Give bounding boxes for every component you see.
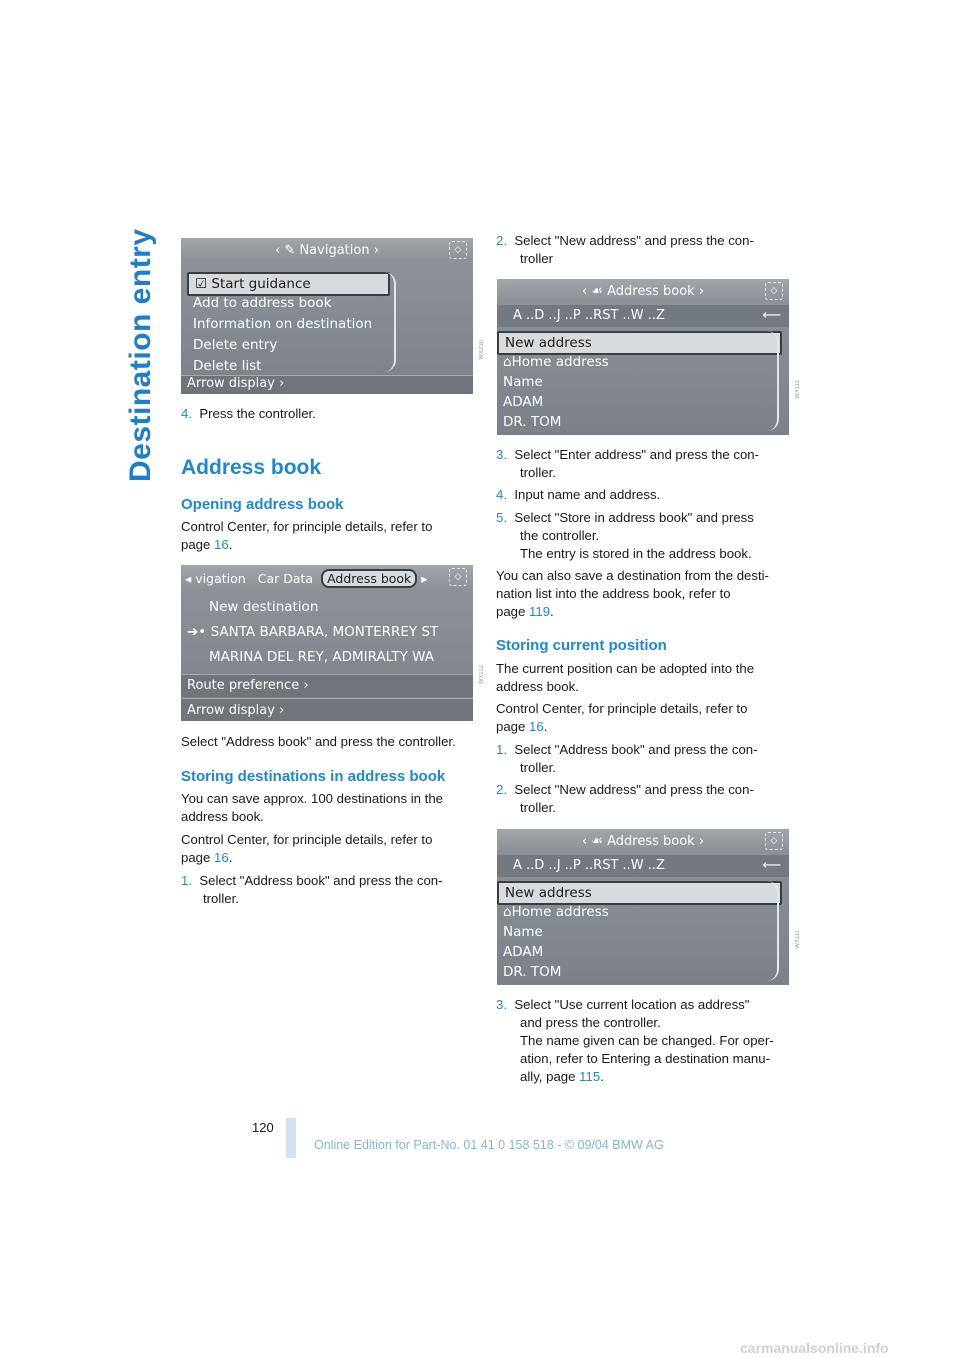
banner-accent (286, 1118, 296, 1158)
image-code: WX230 (479, 340, 485, 360)
alphabet-bar[interactable]: A ..D ..J ..P ..RST ..W ..Z ⟵ (497, 855, 789, 877)
paragraph: The current position can be adopted into the address book. (496, 661, 755, 694)
list-item[interactable]: DR. TOM (503, 414, 562, 430)
address-book-icon: ☙ (591, 283, 608, 299)
alphabet-bar[interactable]: A ..D ..J ..P ..RST ..W ..Z ⟵ (497, 305, 789, 327)
navigation-menu-screenshot (181, 238, 473, 394)
paragraph: Control Center, for principle details, refer to page 16. (181, 519, 433, 552)
controller-icon: ◇ (765, 282, 783, 300)
paragraph: Control Center, for principle details, refer to page 16. (496, 701, 748, 734)
tab-navigation[interactable]: vigation (195, 570, 246, 586)
menu-item[interactable]: ☑ Start guidance (187, 272, 390, 296)
page-link[interactable]: 115 (579, 1069, 601, 1084)
list-item[interactable]: Name (503, 924, 543, 940)
step-1-right: 1. Select "Address book" and press the con- troller. (496, 742, 758, 775)
paragraph: You can also save a destination from the desti- nation list into the address book, refer to page 119. (496, 568, 769, 619)
heading-address-book: Address book (181, 456, 322, 479)
screen-title: Address book (607, 833, 695, 849)
screen-title: Address book (607, 283, 695, 299)
chevron-right-icon: › (694, 833, 705, 849)
heading-opening-address-book: Opening address book (181, 496, 344, 513)
footer-option[interactable]: Arrow display › (181, 375, 473, 394)
step-2-right: 2. Select "New address" and press the con- troller. (496, 782, 754, 815)
arrow-right-icon: ▸ (421, 570, 428, 586)
list-item[interactable]: ADAM (503, 944, 544, 960)
page-number: 120 (252, 1120, 274, 1135)
heading-storing-current-position: Storing current position (496, 637, 667, 654)
arrow-display-option[interactable]: Arrow display › (181, 698, 473, 721)
home-icon: ⌂ (503, 354, 512, 370)
list-item-new-address[interactable]: New address (497, 331, 782, 355)
screen-title: Navigation (299, 242, 370, 258)
online-edition-text: Online Edition for Part-No. 01 41 0 158 518 - © 09/04 BMW AG (314, 1138, 664, 1152)
navigation-icon: ✎ (284, 242, 300, 258)
address-book-icon: ☙ (591, 833, 608, 849)
chevron-left-icon: ‹ (581, 283, 592, 299)
menu-item[interactable]: Delete list (193, 358, 262, 374)
screen-title-bar (497, 829, 789, 853)
step-4-right: 4. Input name and address. (496, 487, 661, 502)
list-item[interactable]: New destination (209, 599, 319, 615)
step-3: 3. Select "Enter address" and press the con- troller. (496, 447, 759, 480)
controller-icon: ◇ (449, 241, 467, 259)
address-book-screenshot-2 (497, 829, 789, 985)
watermark: carmanualsonline.info (740, 1340, 889, 1356)
chevron-left-icon: ‹ (275, 242, 285, 258)
list-item[interactable]: ➔• SANTA BARBARA, MONTERREY ST (187, 624, 439, 640)
image-code: WX111 (795, 380, 801, 399)
scrollbar[interactable] (767, 331, 779, 431)
control-center-screenshot (181, 565, 473, 721)
section-title-text: Destination entry (124, 228, 157, 482)
page-link[interactable]: 119 (529, 604, 551, 619)
chevron-right-icon: › (694, 283, 705, 299)
page-link[interactable]: 16 (214, 850, 229, 865)
screen-title-bar (497, 279, 789, 303)
backspace-icon[interactable]: ⟵ (762, 858, 781, 873)
paragraph: Control Center, for principle details, refer to page 16. (181, 832, 433, 865)
home-icon: ⌂ (503, 904, 512, 920)
route-preference-option[interactable]: Route preference › (181, 674, 473, 697)
menu-item[interactable]: Information on destination (193, 316, 373, 332)
scrollbar[interactable] (384, 272, 396, 372)
list-item[interactable]: DR. TOM (503, 964, 562, 980)
arrow-destination-icon: ➔• (187, 624, 211, 640)
step-3-right: 3. Select "Use current location as address" and press the controller. The name given can be changed. For oper- ation, refer to Entering a destination manu- ally, page 115. (496, 997, 774, 1084)
list-item-new-address[interactable]: New address (497, 881, 782, 905)
paragraph: You can save approx. 100 destinations in the address book. (181, 791, 443, 824)
check-icon: ☑ (195, 276, 212, 292)
menu-item[interactable]: Add to address book (193, 295, 332, 311)
tab-car-data[interactable]: Car Data (257, 570, 314, 586)
step-5: 5. Select "Store in address book" and press the controller. The entry is stored in the address book. (496, 510, 754, 561)
controller-icon: ◇ (449, 568, 467, 586)
controller-icon: ◇ (765, 832, 783, 850)
section-title (124, 228, 157, 482)
heading-storing-destinations: Storing destinations in address book (181, 768, 446, 785)
chevron-left-icon: ‹ (581, 833, 592, 849)
scrollbar[interactable] (767, 881, 779, 981)
tab-address-book[interactable]: Address book (321, 569, 417, 588)
chevron-right-icon: › (369, 242, 379, 258)
online-edition-banner (286, 1118, 866, 1158)
step-4: 4. Press the controller. (181, 406, 316, 421)
page-link[interactable]: 16 (214, 537, 229, 552)
list-item[interactable]: ADAM (503, 394, 544, 410)
backspace-icon[interactable]: ⟵ (762, 308, 781, 323)
address-book-screenshot-1 (497, 279, 789, 435)
image-code: WX111 (795, 930, 801, 949)
arrow-left-icon: ◂ (185, 570, 192, 586)
menu-item[interactable]: Delete entry (193, 337, 278, 353)
page-link[interactable]: 16 (529, 719, 544, 734)
image-code: WX112 (479, 665, 485, 685)
tab-bar (181, 565, 473, 591)
screen-title-bar (181, 238, 473, 262)
step-1: 1. Select "Address book" and press the con- troller. (181, 873, 443, 906)
paragraph: Select "Address book" and press the controller. (181, 734, 456, 749)
list-item[interactable]: Name (503, 374, 543, 390)
list-item[interactable]: ⌂Home address (503, 904, 609, 920)
step-2: 2. Select "New address" and press the con- troller (496, 233, 754, 266)
list-item[interactable]: MARINA DEL REY, ADMIRALTY WA (209, 649, 434, 665)
list-item[interactable]: ⌂Home address (503, 354, 609, 370)
